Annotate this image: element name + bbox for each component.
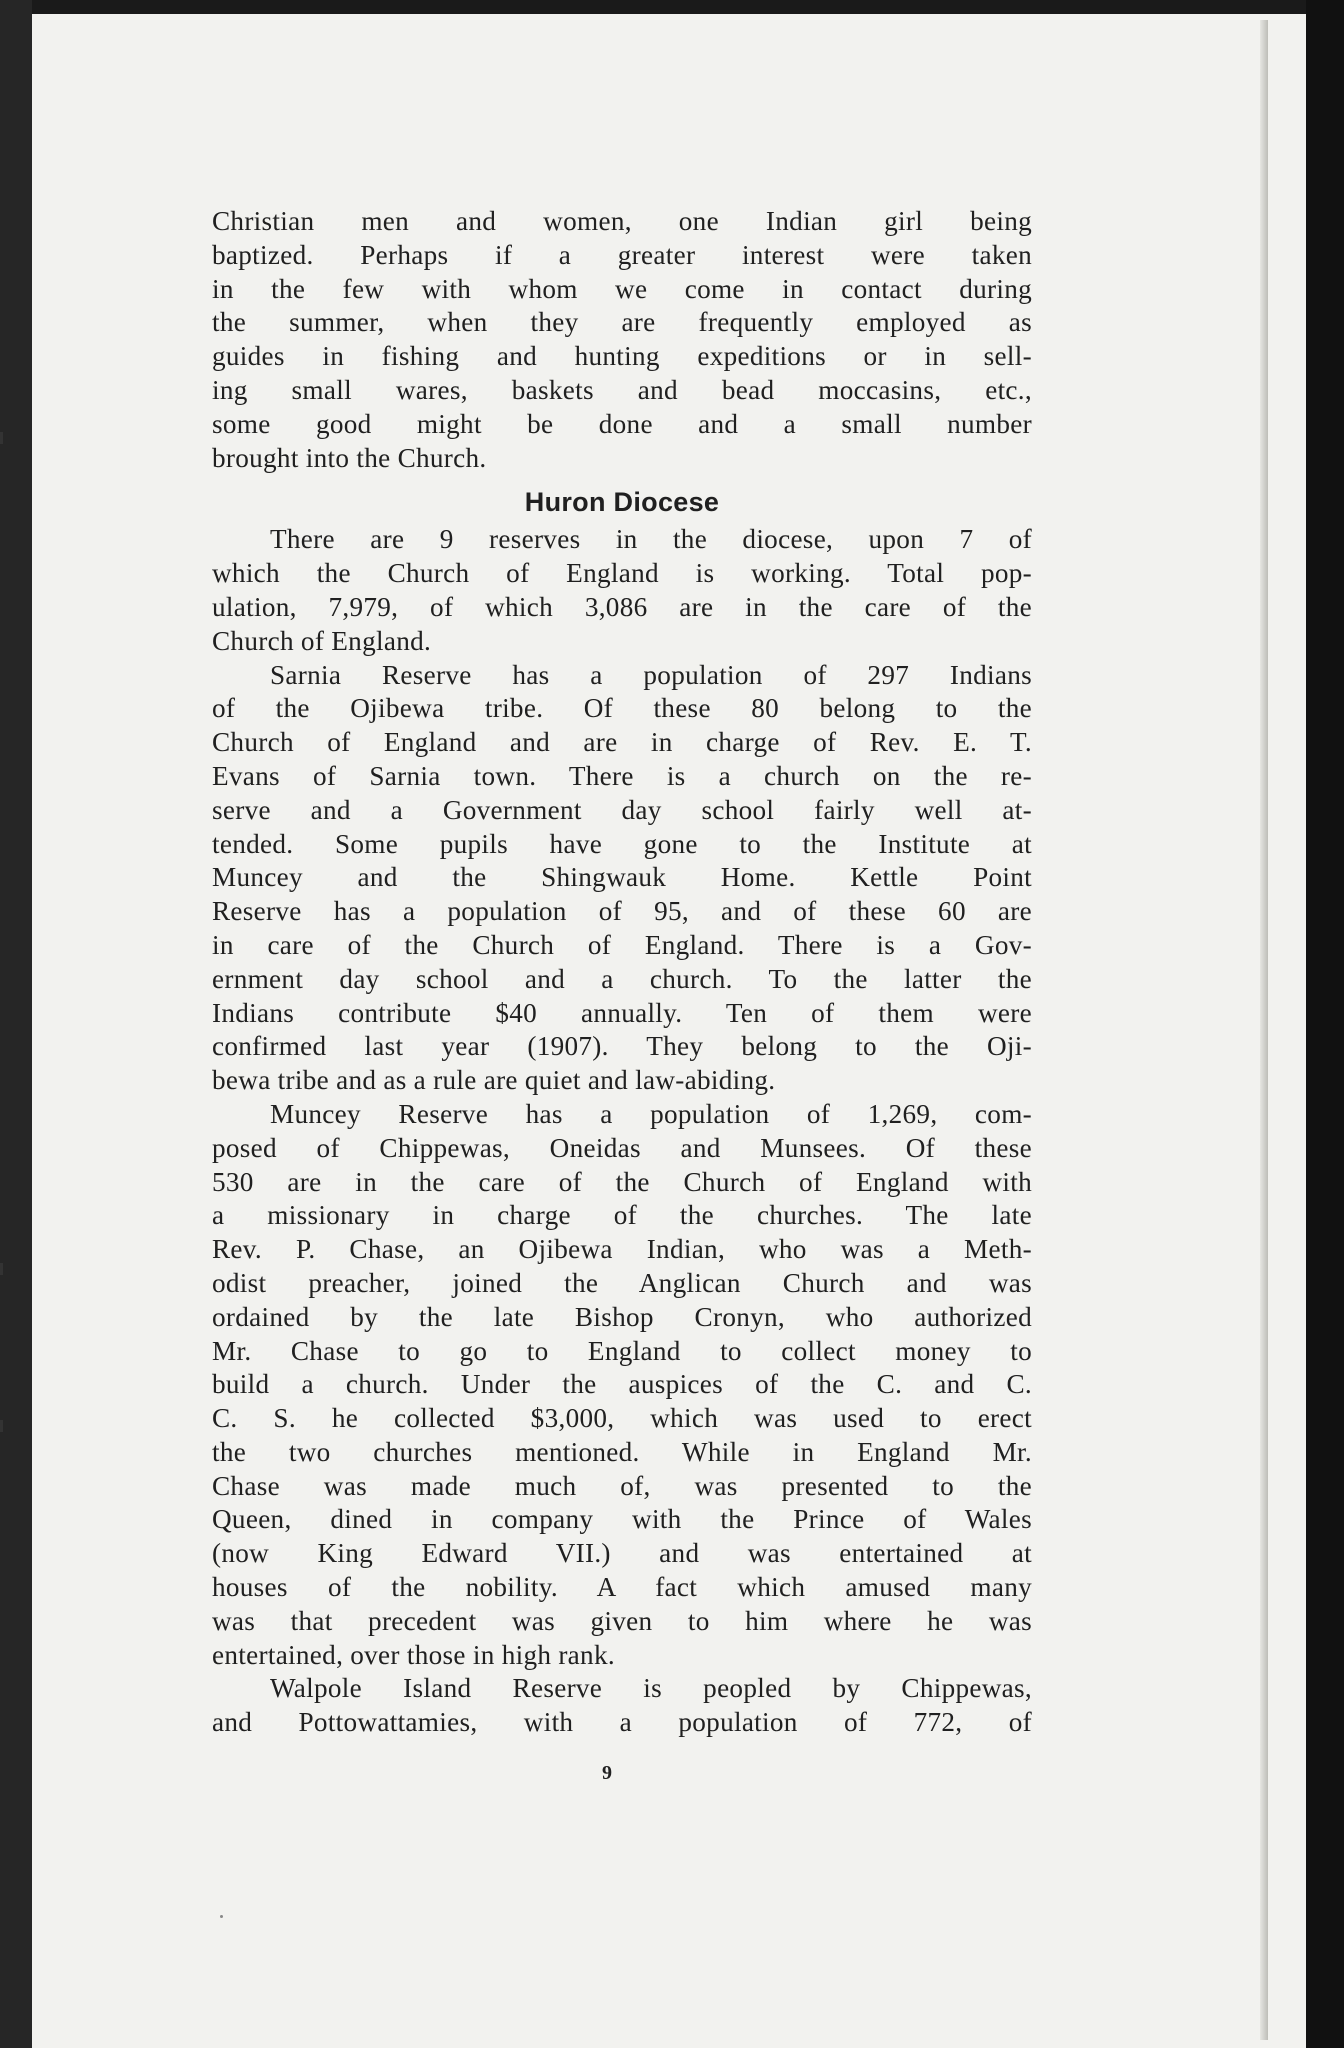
body-paragraphs: [212, 523, 1032, 1740]
scan-speck: [220, 1915, 223, 1918]
text-line: C. S. he collected $3,000, which was used to erect: [212, 1403, 1032, 1434]
text-line: in the few with whom we come in contact during: [212, 273, 1032, 304]
margin-mark: [0, 1263, 3, 1275]
text-line: Christian men and women, one Indian girl being: [212, 206, 1032, 236]
text-line: entertained, over those in high rank.: [212, 1639, 615, 1670]
text-line: Reserve has a population of 95, and of these 60 are: [212, 896, 1032, 927]
section-heading: Huron Diocese: [524, 487, 720, 518]
text-line: ulation, 7,979, of which 3,086 are in the care of the: [212, 591, 1032, 622]
text-line: baptized. Perhaps if a greater interest were taken: [212, 239, 1032, 270]
text-line: confirmed last year (1907). They belong to the Oji-: [212, 1031, 1032, 1062]
text-line: in care of the Church of England. There is a Gov-: [212, 929, 1032, 960]
text-line: ordained by the late Bishop Cronyn, who authorized: [212, 1301, 1032, 1332]
text-line: serve and a Government day school fairly well at-: [212, 794, 1032, 825]
margin-mark: [0, 432, 3, 444]
scan-right-edge: [1306, 0, 1344, 2048]
text-line: odist preacher, joined the Anglican Church and was: [212, 1267, 1032, 1298]
text-line: Muncey and the Shingwauk Home. Kettle Point: [212, 862, 1032, 893]
text-line: Church of England.: [212, 625, 432, 656]
text-line: ernment day school and a church. To the latter the: [212, 963, 1032, 994]
text-line: 530 are in the care of the Church of England with: [212, 1166, 1032, 1197]
text-line: which the Church of England is working. Total pop-: [212, 558, 1032, 589]
text-line: Walpole Island Reserve is peopled by Chippewas,: [270, 1673, 1032, 1704]
text-line: was that precedent was given to him where he was: [212, 1605, 1032, 1636]
text-line: Evans of Sarnia town. There is a church on the re-: [212, 760, 1032, 791]
text-line: posed of Chippewas, Oneidas and Munsees. Of these: [212, 1132, 1032, 1163]
page-text: [212, 205, 1032, 1740]
text-line: a missionary in charge of the churches. The late: [212, 1200, 1032, 1231]
text-line: Indians contribute $40 annually. Ten of them were: [212, 997, 1032, 1028]
text-line: (now King Edward VII.) and was entertained at: [212, 1538, 1032, 1569]
text-line: Sarnia Reserve has a population of 297 Indians: [270, 659, 1032, 690]
text-line: tended. Some pupils have gone to the Institute at: [212, 828, 1032, 859]
text-line: houses of the nobility. A fact which amused many: [212, 1572, 1032, 1603]
text-line: of the Ojibewa tribe. Of these 80 belong to the: [212, 693, 1032, 724]
text-line: guides in fishing and hunting expeditions or in sell-: [212, 341, 1032, 372]
page-gutter-shadow: [1260, 20, 1268, 2040]
text-line: Rev. P. Chase, an Ojibewa Indian, who was a Meth-: [212, 1234, 1032, 1265]
intro-paragraph: [212, 205, 1032, 475]
text-line: brought into the Church.: [212, 442, 487, 473]
text-line: and Pottowattamies, with a population of 772, of: [212, 1707, 1032, 1738]
page-number: 9: [602, 1762, 612, 1784]
scan-left-edge: [0, 0, 32, 2048]
text-line: Mr. Chase to go to England to collect money to: [212, 1335, 1032, 1366]
text-line: bewa tribe and as a rule are quiet and law-abiding.: [212, 1065, 776, 1096]
text-line: build a church. Under the auspices of the C. and C.: [212, 1369, 1032, 1400]
text-line: the summer, when they are frequently employed as: [212, 307, 1032, 338]
text-line: some good might be done and a small number: [212, 408, 1032, 439]
text-line: ing small wares, baskets and bead moccasins, etc.,: [212, 374, 1032, 405]
text-line: Chase was made much of, was presented to the: [212, 1470, 1032, 1501]
text-line: There are 9 reserves in the diocese, upon 7 of: [270, 524, 1032, 555]
text-line: the two churches mentioned. While in England Mr.: [212, 1436, 1032, 1467]
margin-mark: [0, 1420, 3, 1432]
text-line: Church of England and are in charge of Rev. E. T.: [212, 727, 1032, 758]
text-line: Muncey Reserve has a population of 1,269, com-: [270, 1098, 1032, 1129]
text-line: Queen, dined in company with the Prince of Wales: [212, 1504, 1032, 1535]
